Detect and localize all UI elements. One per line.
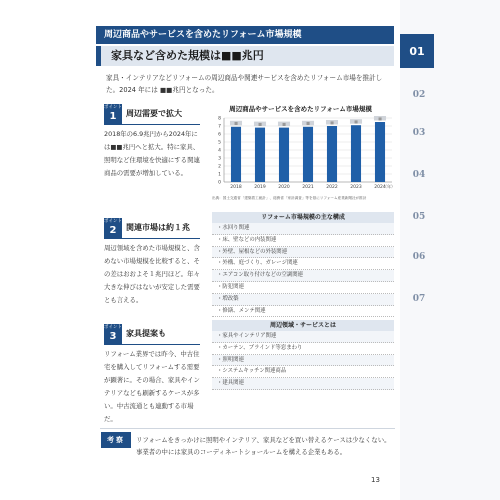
- y-tick-label: 2: [218, 164, 221, 170]
- data-label: ■: [234, 120, 238, 126]
- chart-bar: [231, 127, 241, 182]
- table-header: リフォーム市場規模の主な構成: [212, 212, 394, 223]
- point-badge-number: 1: [109, 111, 117, 122]
- page-title: 家具など含めた規模は■■兆円: [96, 46, 394, 66]
- page-number: 13: [371, 476, 380, 484]
- chapter-tab-active[interactable]: 01: [400, 34, 434, 68]
- point-divider: [104, 124, 200, 125]
- point-text: リフォーム業界では昨今、中古住宅を購入してリフォームする需要が顕著に。その場合、家具やインテリアなども刷新するケースが多い。中古流通とも連動する市場だ。: [104, 350, 200, 423]
- y-tick-label: 3: [218, 156, 221, 162]
- data-label: ■: [330, 119, 334, 125]
- y-tick-label: 5: [218, 140, 221, 146]
- note-divider: [100, 428, 395, 429]
- point-badge-number: 3: [109, 331, 117, 342]
- table-row: ・照明関連: [212, 355, 394, 367]
- market-size-chart: [204, 112, 400, 194]
- chapter-tab[interactable]: 07: [412, 294, 426, 304]
- point-badge-label: ポイント: [104, 325, 122, 330]
- point-divider: [104, 238, 200, 239]
- chapter-tab[interactable]: 03: [412, 128, 426, 138]
- table-row: ・カーテン、ブラインド等窓まわり: [212, 343, 394, 355]
- x-tick-label: 2023: [350, 185, 362, 190]
- table-row: ・修繕、メンテ関連: [212, 306, 394, 318]
- point-divider: [104, 344, 200, 345]
- table-body: [212, 223, 394, 317]
- chapter-tab[interactable]: 05: [412, 212, 426, 222]
- data-label: ■: [354, 119, 358, 124]
- table-row: ・外構、庭づくり、ガレージ関連: [212, 258, 394, 270]
- y-tick-label: 1: [218, 172, 221, 178]
- table-header: 周辺領域・サービスとは: [212, 320, 394, 331]
- data-label: ■: [306, 120, 310, 126]
- y-tick-label: 4: [218, 148, 221, 154]
- x-axis-suffix: （年）: [383, 184, 395, 189]
- chapter-sidebar: [400, 0, 500, 500]
- point-badge: [104, 218, 122, 238]
- x-tick-label: 2018: [230, 185, 242, 190]
- point-badge-label: ポイント: [104, 219, 122, 224]
- point-title: 関連市場は約１兆: [126, 223, 190, 232]
- section-header: 周辺商品やサービスを含めたリフォーム市場規模: [96, 26, 394, 44]
- chart-title: 周辺商品やサービスを含めたリフォーム市場規模: [229, 105, 372, 113]
- chapter-tab[interactable]: 06: [412, 252, 426, 262]
- point-badge: [104, 104, 122, 124]
- peripheral-table: [212, 320, 394, 390]
- intro-text: 家具・インテリアなどリフォームの周辺商品や関連サービスを含めたリフォーム市場を推計した。2024 年には ■■兆円となった。: [106, 74, 383, 94]
- point-badge: [104, 324, 122, 344]
- chart-bar: [375, 122, 385, 182]
- point-text: 2018年の6.9兆円から2024年には■■兆円へと拡大。特に家具、照明など住環境を快適にする関連商品の需要が増加している。: [104, 130, 200, 177]
- note-text: リフォームをきっかけに照明やインテリア、家具などを買い替えるケースは少なくない。事業者の中には家具のコーディネートショールームを構える企業もある。: [136, 436, 391, 456]
- table-row: ・外壁、屋根などの外装関連: [212, 247, 394, 259]
- table-body: [212, 331, 394, 390]
- data-label: ■: [258, 121, 262, 127]
- y-tick-label: 7: [218, 124, 221, 130]
- chart-bar: [327, 126, 337, 182]
- point-title: 家具提案も: [126, 329, 166, 338]
- y-tick-label: 0: [218, 180, 221, 186]
- composition-table: [212, 212, 394, 317]
- y-tick-label: 6: [218, 132, 221, 138]
- note-badge: 考察: [101, 432, 131, 448]
- x-tick-label: 2019: [254, 185, 266, 190]
- point-text: 周辺領域を含めた市場規模と、含めない市場規模を比較すると、その差はおおよそ１兆円ほど。年々大きな伸びはないが安定した需要とも言える。: [104, 244, 200, 304]
- table-row: ・システムキッチン関連商品: [212, 366, 394, 378]
- point-title: 周辺需要で拡大: [126, 109, 182, 118]
- chart-bar: [351, 125, 361, 182]
- point-badge-label: ポイント: [104, 105, 122, 110]
- point-badge-number: 2: [109, 225, 117, 236]
- chart-bar: [255, 128, 265, 182]
- data-label: ■: [378, 115, 382, 121]
- table-row: ・防犯関連: [212, 282, 394, 294]
- chart-bar: [279, 128, 289, 182]
- chart-source: 出典：国土交通省「建築着工統計」、総務省「家計調査」等を基にリフォーム産業新聞社が推計: [212, 196, 367, 200]
- table-row: ・建具関連: [212, 378, 394, 390]
- table-row: ・床、壁などの内装関連: [212, 235, 394, 247]
- x-tick-label: 2022: [326, 185, 338, 190]
- x-tick-label: 2021: [302, 185, 314, 190]
- chapter-tab[interactable]: 02: [412, 90, 426, 100]
- y-tick-label: 8: [218, 116, 221, 122]
- table-row: ・家具やインテリア関連: [212, 331, 394, 343]
- x-tick-label: 2024: [374, 185, 386, 190]
- table-row: ・エアコン取り付けなどの空調関連: [212, 270, 394, 282]
- data-label: ■: [282, 121, 286, 127]
- table-row: ・増改築: [212, 294, 394, 306]
- chart-bar: [303, 127, 313, 182]
- chapter-tab[interactable]: 04: [412, 170, 426, 180]
- table-row: ・水回り関連: [212, 223, 394, 235]
- x-tick-label: 2020: [278, 185, 290, 190]
